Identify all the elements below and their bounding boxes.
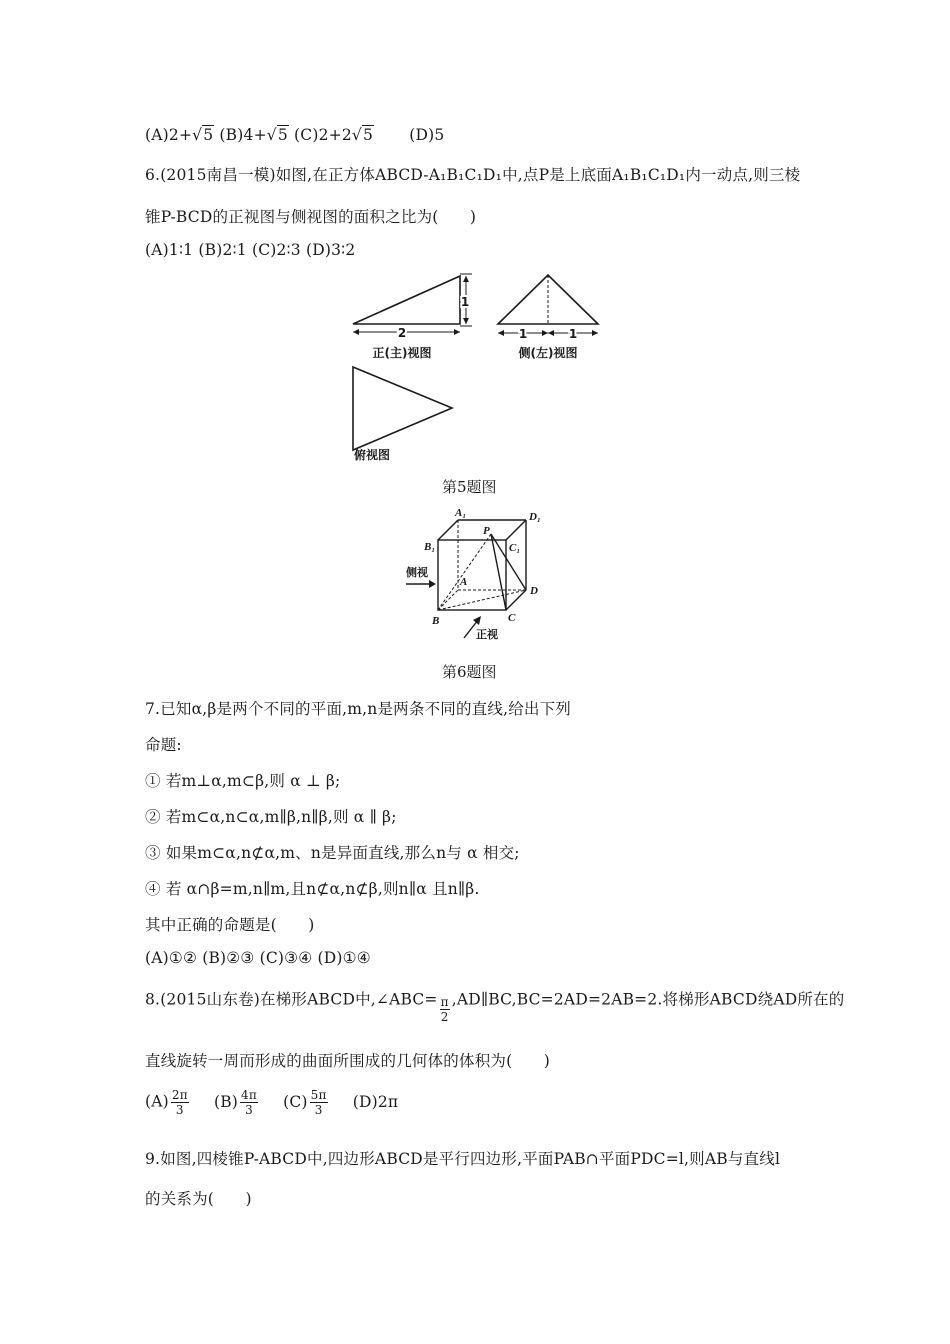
q7-options: (A)①② (B)②③ (C)③④ (D)①④	[145, 949, 371, 967]
q8-angle-denominator: 2	[440, 1010, 449, 1024]
front-view-triangle	[353, 276, 460, 324]
q5-option-b: (B)4+	[219, 126, 267, 144]
label-d: D	[530, 585, 538, 597]
q6-stem-line1: 6.(2015南昌一模)如图,在正方体ABCD-A₁B₁C₁D₁中,点P是上底面A₁B₁C₁D₁内一动点,则三棱	[145, 166, 801, 184]
label-a: A	[460, 576, 468, 588]
q8-stem-part2: ,AD∥BC,BC=2AD=2AB=2.将梯形ABCD绕AD所在的	[451, 990, 845, 1009]
q5-option-c: (C)2+2	[294, 126, 352, 144]
label-b: B	[432, 615, 440, 627]
q8-option-b: (B)	[213, 1092, 239, 1111]
q7-proposition-3: ③ 如果m⊂α,n⊄α,m、n是异面直线,那么n与 α 相交;	[145, 844, 520, 862]
q7-proposition-1: ① 若m⊥α,m⊂β,则 α ⊥ β;	[145, 772, 341, 790]
q5-option-d: (D)5	[409, 126, 445, 144]
q8-a-den: 3	[175, 1103, 184, 1117]
q9-stem-line1: 9.如图,四棱锥P-ABCD中,四边形ABCD是平行四边形,平面PAB∩平面PDC=l,则AB与直线l	[145, 1150, 781, 1168]
q8-option-c-fraction	[310, 1088, 328, 1117]
q8-option-b-fraction	[240, 1088, 258, 1117]
q9-stem-line2: 的关系为( )	[145, 1190, 252, 1208]
figure-6-caption: 第6题图	[442, 663, 497, 681]
q8-angle-fraction	[440, 995, 450, 1024]
cube-front-face	[438, 540, 506, 610]
q7-proposition-2: ② 若m⊂α,n⊂α,m∥β,n∥β,则 α ∥ β;	[145, 808, 397, 826]
q7-proposition-4: ④ 若 α∩β=m,n∥m,且n⊄α,n⊄β,则n∥α 且n∥β.	[145, 880, 480, 898]
q5-option-c-radicand: 5	[363, 126, 374, 144]
q5-option-a-radicand: 5	[203, 126, 214, 144]
q8-stem-line2: 直线旋转一周而形成的曲面所围成的几何体的体积为( )	[145, 1052, 550, 1070]
q7-stem-line1: 7.已知α,β是两个不同的平面,m,n是两条不同的直线,给出下列	[145, 700, 572, 718]
front-width-label: 2	[397, 326, 407, 340]
q6-options: (A)1∶1 (B)2∶1 (C)2∶3 (D)3∶2	[145, 241, 356, 259]
q5-options: (A)2+√5 (B)4+√5 (C)2+2√5 (D)5	[145, 126, 445, 144]
label-b1: B₁	[424, 541, 436, 553]
figure-5-caption: 第5题图	[442, 478, 497, 496]
label-c1: C₁	[509, 542, 521, 554]
q8-option-c: (C)	[283, 1092, 308, 1111]
top-view-triangle	[353, 367, 452, 450]
label-p: P	[483, 525, 490, 537]
q8-stem-line1	[145, 986, 845, 1024]
front-view-direction-label: 正视	[476, 628, 498, 641]
front-view-label: 正(主)视图	[372, 346, 432, 360]
top-view-label: 俯视图	[353, 448, 391, 462]
q8-c-num: 5π	[310, 1088, 327, 1102]
edge-bd	[438, 590, 526, 610]
edge-pb	[438, 534, 491, 610]
figure-6-cube	[400, 504, 560, 646]
q8-options	[145, 1088, 398, 1117]
figure-5-three-views	[340, 266, 610, 466]
q8-a-num: 2π	[171, 1088, 188, 1102]
q8-option-a-fraction	[171, 1088, 189, 1117]
side-right-width-label: 1	[568, 327, 578, 341]
front-height-label: 1	[460, 295, 470, 309]
side-left-width-label: 1	[518, 327, 528, 341]
q8-b-num: 4π	[241, 1088, 257, 1102]
q7-stem-line2: 命题:	[145, 736, 182, 754]
q8-option-a: (A)	[145, 1092, 169, 1111]
q8-stem-part1: 8.(2015山东卷)在梯形ABCD中,∠ABC=	[145, 990, 438, 1009]
label-d1: D₁	[529, 511, 541, 523]
side-view-label: 侧(左)视图	[518, 346, 578, 360]
q5-option-a: (A)2+	[145, 126, 193, 144]
q5-option-b-radicand: 5	[277, 126, 288, 144]
label-a1: A₁	[455, 507, 467, 519]
q6-stem-line2: 锥P-BCD的正视图与侧视图的面积之比为( )	[145, 208, 477, 226]
q8-option-d: (D)2π	[352, 1092, 399, 1111]
q8-c-den: 3	[314, 1103, 323, 1117]
label-c: C	[508, 612, 516, 624]
side-view-direction-label: 侧视	[406, 566, 428, 579]
q8-b-den: 3	[245, 1103, 253, 1117]
q7-question: 其中正确的命题是( )	[145, 916, 315, 934]
q8-angle-numerator: π	[440, 995, 449, 1009]
